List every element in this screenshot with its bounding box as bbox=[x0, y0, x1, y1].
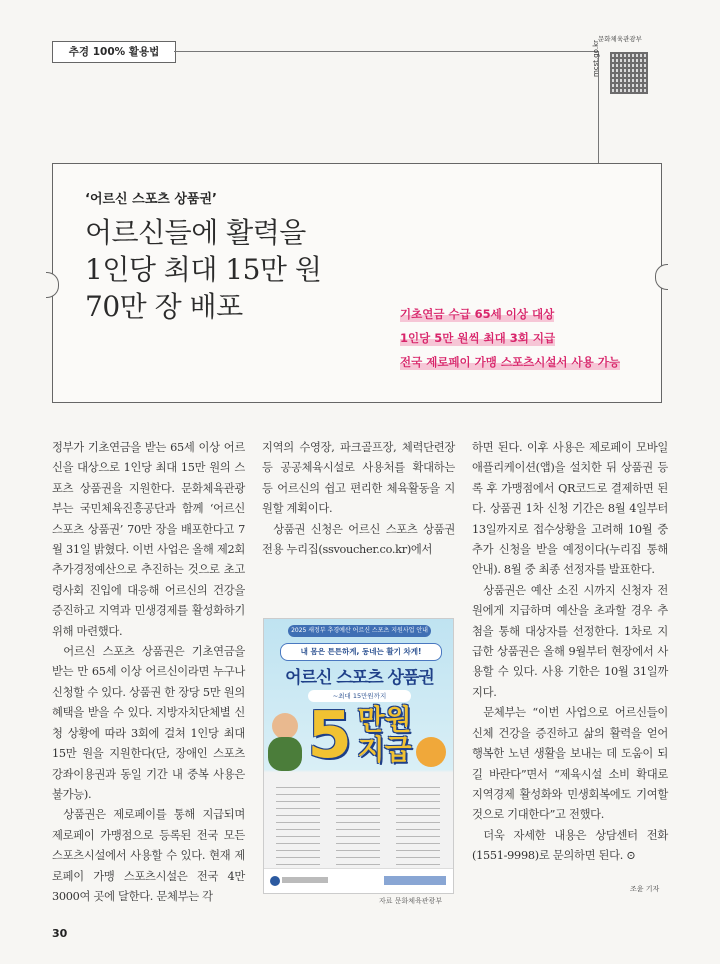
paragraph: 상품권은 제로페이를 통해 지급되며 제로페이 가맹점으로 등록된 전국 모든 스포츠시설에서 사용할 수 있다. 현재 제로페이 가맹 스포츠시설은 전국 4만 3000여 곳에 달한다. 문체부는 각 bbox=[52, 808, 245, 903]
paragraph: 문체부는 “이번 사업으로 어르신들이 신체 건강을 증진하고 삶의 활력을 얻어 행복한 노년 생활을 보내는 데 도움이 되길 바란다”면서 “제육시설 소비 확대로 지역경제 활성화와 민생회복에도 기여할 것으로 기대한다”고 전했다. bbox=[472, 706, 668, 822]
paragraph: 하면 된다. 이후 사용은 제로페이 모바일 애플리케이션(앱)을 설치한 뒤 상품권 등록 후 가맹점에서 QR코드로 결제하면 된다. 상품권 1차 신청 기간은 8월 4일부터 13일까지로 접수상황을 고려해 10월 중 추가 신청을 받을 예정이다(누리집 통해 안내). 8월 중 최종 선정자를 발표한다. bbox=[472, 441, 668, 577]
body-column-3 bbox=[472, 438, 668, 867]
image-credit: 자료 문화체육관광부 bbox=[379, 897, 443, 905]
body-column-2 bbox=[262, 438, 455, 560]
poster-amount-unit-line: 만원 bbox=[357, 703, 412, 736]
page-number: 30 bbox=[52, 927, 68, 940]
poster-amount-unit-line: 지급 bbox=[357, 733, 412, 766]
highlight-item: 기초연금 수급 65세 이상 대상 bbox=[400, 307, 555, 321]
poster-title: 어르신 스포츠 상품권 bbox=[285, 668, 434, 688]
poster-tagline: 내 몸은 튼튼하게, 동네는 활기 차게! bbox=[280, 643, 442, 661]
qr-code-icon[interactable] bbox=[610, 52, 648, 94]
tag-connector-horizontal bbox=[174, 51, 598, 52]
poster-subtitle: ~최대 15만원까지 bbox=[308, 690, 411, 702]
poster-info-column bbox=[272, 777, 327, 867]
article-title bbox=[85, 214, 385, 325]
paragraph: 정부가 기초연금을 받는 65세 이상 어르신을 대상으로 1인당 최대 15만 원의 스포츠 상품권을 지원한다. 문화체육관광부는 국민체육진흥공단과 함께 ‘어르신 스포츠 상품권’ 70만 장을 배포한다고 7월 31일 밝혔다. 이번 사업은 올해 제2회 추가경정예산으로 추진하는 것으로 초고령사회 진입에 대응해 어르신의 건강을 증진하고 지역과 민생경제를 활성화하기 위해 마련했다. bbox=[52, 441, 245, 638]
poster-amount-unit bbox=[358, 703, 412, 765]
title-line: 1인당 최대 15만 원 bbox=[85, 253, 322, 286]
ticket-notch-right bbox=[655, 264, 668, 290]
body-column-1 bbox=[52, 438, 245, 907]
qr-block[interactable] bbox=[592, 35, 648, 98]
paragraph: 어르신 스포츠 상품권은 기초연금을 받는 만 65세 이상 어르신이라면 누구나 신청할 수 있다. 상품권 한 장당 5만 원의 혜택을 받을 수 있다. 지방자치단체별 신청 상황에 따라 3회에 걸쳐 1인당 최대 15만 원을 지원한다(단, 장애인 스포츠강좌이용권과 동일 기간 내 중복 사용은 불가능). bbox=[52, 645, 245, 801]
title-line: 어르신들에 활력을 bbox=[85, 216, 306, 249]
poster-image bbox=[263, 618, 454, 894]
paragraph: 상품권은 예산 소진 시까지 신청자 전원에게 지급하며 예산을 초과할 경우 추첨을 통해 대상자를 선정한다. 1차로 지급한 상품권은 올해 9월부터 현장에서 사용할 수 있다. 사용 기한은 10월 31일까지다. bbox=[472, 583, 668, 699]
poster-info-column bbox=[332, 777, 387, 867]
title-line: 70만 장 배포 bbox=[85, 290, 243, 323]
qr-label-top: 문화체육관광부 bbox=[598, 35, 642, 43]
paragraph: 상품권 신청은 어르신 스포츠 상품권 전용 누리집(ssvoucher.co.kr)에서 bbox=[262, 522, 455, 557]
highlight-list bbox=[400, 306, 620, 378]
poster-amount-number: 5 bbox=[307, 699, 352, 773]
poster-info-column bbox=[392, 777, 447, 867]
poster-footer bbox=[264, 868, 454, 893]
section-tag: 추경 100% 활용법 bbox=[52, 41, 176, 63]
paragraph: 지역의 수영장, 파크골프장, 체력단련장 등 공공체육시설로 사용처를 확대하는 등 어르신의 쉽고 편리한 체육활동을 지원할 계획이다. bbox=[262, 441, 455, 516]
highlight-item: 전국 제로페이 가맹 스포츠시설서 사용 가능 bbox=[400, 355, 620, 369]
article-kicker: ‘어르신 스포츠 상품권’ bbox=[85, 192, 217, 207]
kspo-logo-icon bbox=[384, 876, 446, 885]
highlight-item: 1인당 5만 원씩 최대 3회 지급 bbox=[400, 331, 556, 345]
ticket-notch-left bbox=[46, 272, 59, 298]
ministry-logo-text bbox=[282, 877, 328, 883]
byline: 조윤 기자 bbox=[630, 885, 660, 893]
poster-top-banner: 2025 새정부 추경예산 어르신 스포츠 지원사업 안내 bbox=[288, 625, 431, 637]
poster-amount bbox=[264, 699, 454, 773]
poster-info-grid bbox=[272, 777, 447, 869]
qr-label-vertical: mcst.go.kr bbox=[592, 40, 600, 78]
paragraph: 더욱 자세한 내용은 상담센터 전화(1551-9998)로 문의하면 된다. ⊙ bbox=[472, 828, 668, 863]
ministry-logo-icon bbox=[270, 876, 280, 886]
